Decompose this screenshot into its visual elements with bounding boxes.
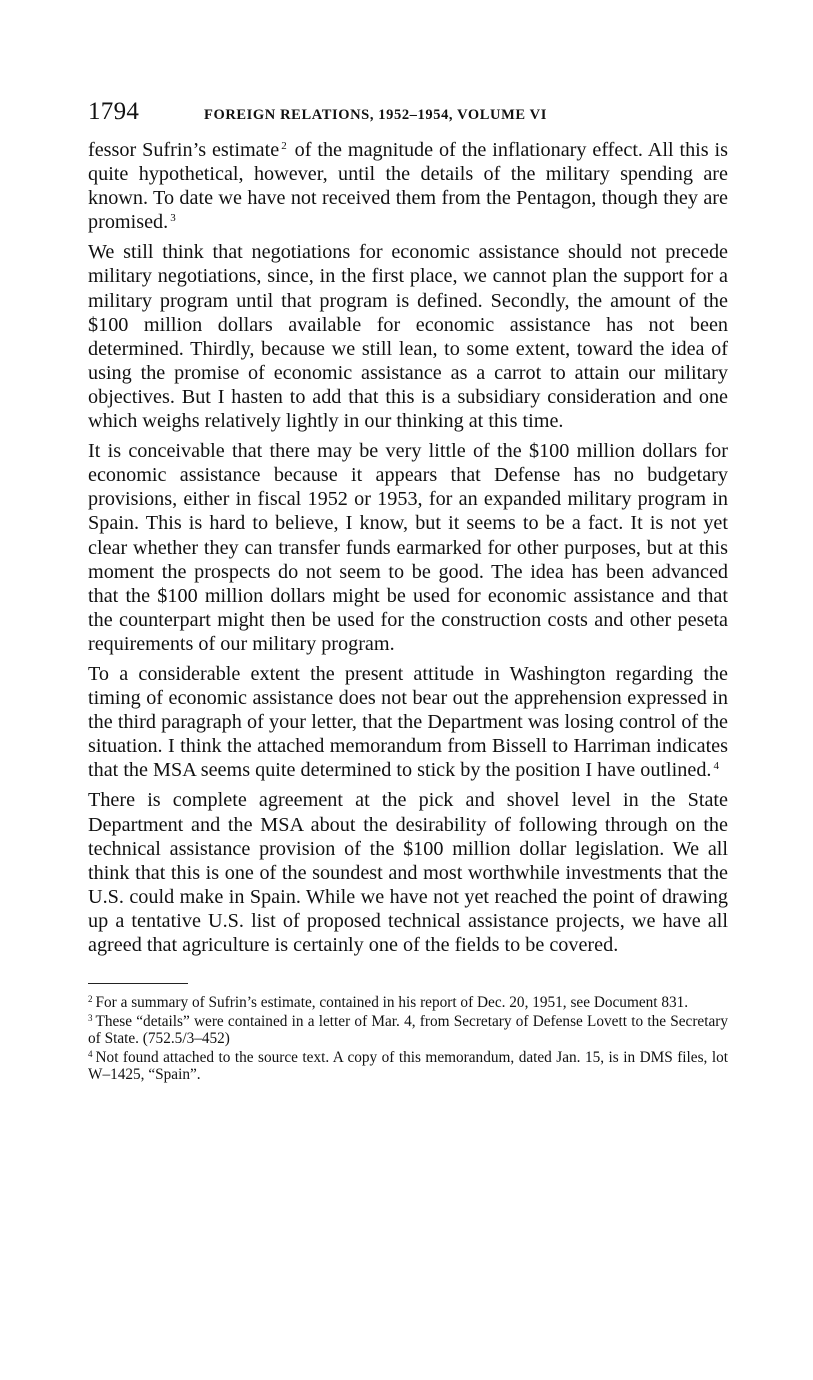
- paragraph-text: To a considerable extent the present attitude in Washington regarding the timing of economic assistance does not bear out the apprehension expressed in the third paragraph of your letter, that the Department was losing control of the situation. I think the attached memorandum from Bissell to Harriman indicates that the MSA seems quite determined to stick by the position I have outlined.: [88, 662, 728, 782]
- footnote-ref: 4: [713, 760, 719, 773]
- paragraph: We still think that negotiations for economic assistance should not precede military negotiations, since, in the first place, we cannot plan the support for a military program until that program is defined. Secondly, the amount of the $100 million dollars available for economic assistance has not been determined. Thirdly, because we still lean, to some extent, toward the idea of using the promise of economic assistance as a carrot to attain our military objectives. But I hasten to add that this is a subsidiary consideration and one which weighs relatively lightly in our thinking at this time.: [88, 241, 728, 433]
- paragraph: [88, 662, 728, 782]
- body-text: [88, 138, 728, 957]
- page-number: 1794: [88, 98, 140, 125]
- footnote: [88, 1049, 728, 1084]
- footnote-divider: [88, 983, 188, 984]
- paragraph: There is complete agreement at the pick and shovel level in the State Department and the MSA about the desirability of following through on the technical assistance provision of the $100 million dollar legislation. We all think that this is one of the soundest and most worthwhile investments that the U.S. could make in Spain. While we have not yet reached the point of drawing up a tentative U.S. list of proposed technical assistance projects, we have all agreed that agriculture is certainly one of the fields to be covered.: [88, 789, 728, 956]
- running-head: FOREIGN RELATIONS, 1952–1954, VOLUME VI: [204, 107, 547, 123]
- paragraph-text: fessor Sufrin’s estimate: [88, 139, 280, 161]
- footnote-text: These “details” were contained in a letter of Mar. 4, from Secretary of Defense Lovett to the Secretary of State. (752.5/3–452): [88, 1012, 728, 1048]
- footnote-text: Not found attached to the source text. A copy of this memorandum, dated Jan. 15, is in DMS files, lot W–1425, “Spain”.: [88, 1048, 728, 1084]
- footnote-ref: 3: [170, 212, 176, 225]
- paragraph: [88, 138, 728, 234]
- footnote-marker: 3: [88, 1012, 93, 1023]
- footnote-text: For a summary of Sufrin’s estimate, contained in his report of Dec. 20, 1951, see Document 831.: [95, 994, 689, 1012]
- footnote-marker: 2: [88, 994, 93, 1005]
- document-page: [88, 98, 728, 1085]
- footnote-ref: 2: [281, 140, 287, 152]
- footnote: [88, 994, 728, 1012]
- paragraph-text: of the magnitude of the inflationary effect. All this is quite hypothetical, however, until the details of the military spending are known. To date we have not received them from the Pentagon, though they are promised.: [88, 139, 728, 234]
- page-header: [88, 98, 728, 138]
- footnote: [88, 1013, 728, 1048]
- footnote-marker: 4: [88, 1048, 93, 1059]
- paragraph: It is conceivable that there may be very little of the $100 million dollars for economic assistance because it appears that Defense has no budgetary provisions, either in fiscal 1952 or 1953, for an expanded military program in Spain. This is hard to believe, I know, but it seems to be a fact. It is not yet clear whether they can transfer funds earmarked for other purposes, but at this moment the prospects do not seem to be good. The idea has been advanced that the $100 million dollars might be used for economic assistance and that the counterpart might then be used for the construction costs and other peseta requirements of our military program.: [88, 440, 728, 655]
- footnotes: [88, 994, 728, 1084]
